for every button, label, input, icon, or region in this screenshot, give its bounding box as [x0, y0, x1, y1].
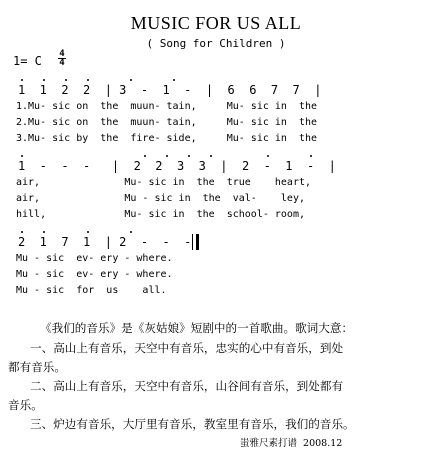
song-subtitle: ( Song for Children )	[146, 37, 286, 50]
lyric-line-2-verse-2: air, Mu - sic in the val- ley,	[16, 193, 305, 204]
octave-dot	[310, 155, 312, 157]
octave-dot	[130, 79, 132, 81]
time-signature	[58, 50, 66, 67]
octave-dot	[173, 79, 175, 81]
intro-line-5: 音乐。	[8, 398, 43, 412]
notation-line-3: 2 1 7 1 | 2 - - -	[18, 235, 192, 249]
notation-line-2: 1 - - - | 2 2 3 3 | 2 - 1 - |	[18, 159, 336, 173]
octave-dot	[87, 79, 89, 81]
time-signature-bottom: 4	[59, 58, 65, 68]
lyric-line-1-verse-1: 1.Mu- sic on the muun- tain, Mu- sic in the	[16, 101, 318, 112]
octave-dot	[210, 155, 212, 157]
octave-dot	[21, 231, 23, 233]
octave-dot	[166, 155, 168, 157]
lyric-line-2-verse-1: air, Mu- sic in the true heart,	[16, 177, 312, 188]
intro-line-6: 三、炉边有音乐，大厅里有音乐，教室里有音乐，我们的音乐。	[30, 417, 355, 431]
intro-line-4: 二、高山上有音乐，天空中有音乐，山谷间有音乐，到处都有	[30, 379, 344, 393]
key-signature: 1= C	[13, 54, 42, 68]
lyric-line-1-verse-2: 2.Mu- sic on the muun- tain, Mu- sic in the	[16, 117, 318, 128]
octave-dot	[144, 155, 146, 157]
octave-dot	[65, 79, 67, 81]
octave-dot	[21, 79, 23, 81]
octave-dot	[130, 231, 132, 233]
intro-line-3: 都有音乐。	[8, 360, 66, 374]
time-signature-top: 4	[59, 49, 65, 59]
notation-line-1: 1 1 2 2 | 3 - 1 - | 6 6 7 7 |	[18, 83, 322, 97]
octave-dot	[267, 155, 269, 157]
intro-line-2: 一、高山上有音乐，天空中有音乐，忠实的心中有音乐，到处	[30, 341, 344, 355]
intro-line-1: 《我们的音乐》是《灰姑娘》短剧中的一首歌曲。歌词大意：	[40, 321, 354, 335]
song-title: MUSIC FOR US ALL	[130, 13, 302, 33]
final-barline	[196, 234, 199, 250]
lyric-line-3-verse-1: Mu - sic ev- ery - where.	[16, 253, 173, 264]
octave-dot	[43, 231, 45, 233]
octave-dot	[43, 79, 45, 81]
lyric-line-3-verse-2: Mu - sic ev- ery - where.	[16, 269, 173, 280]
lyric-line-3-verse-3: Mu - sic for us all.	[16, 285, 167, 296]
octave-dot	[21, 155, 23, 157]
octave-dot	[188, 155, 190, 157]
lyric-line-2-verse-3: hill, Mu- sic in the school- room,	[16, 209, 305, 220]
octave-dot	[87, 231, 89, 233]
final-barline-thin	[192, 234, 193, 250]
lyric-line-1-verse-3: 3.Mu- sic by the fire- side, Mu- sic in the	[16, 133, 318, 144]
arranger-signature: 蚩雅尺素打谱 2008.12	[240, 438, 343, 449]
